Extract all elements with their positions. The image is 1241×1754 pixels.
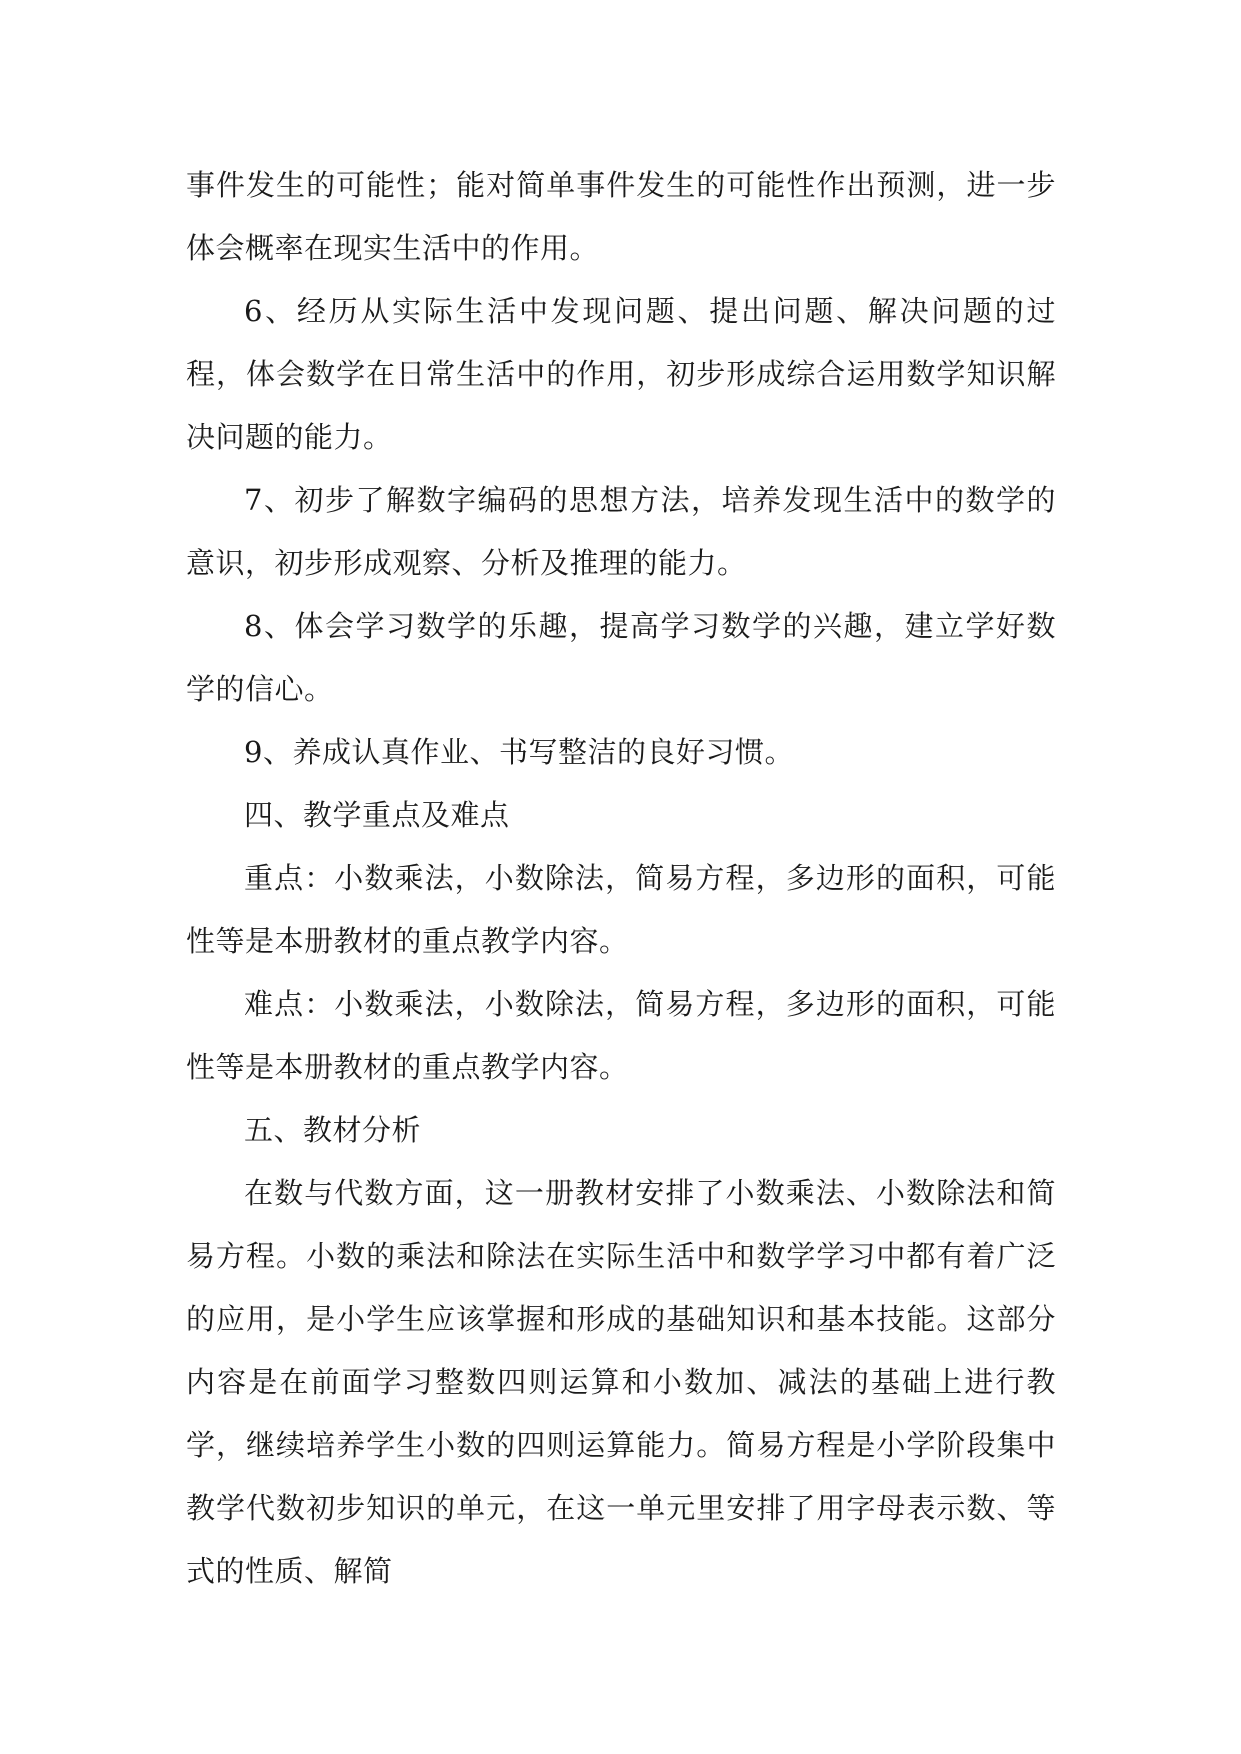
paragraph-key-points: 重点：小数乘法，小数除法，简易方程，多边形的面积，可能性等是本册教材的重点教学内容。 [186,861,1056,958]
paragraph-textbook-analysis: 在数与代数方面，这一册教材安排了小数乘法、小数除法和简易方程。小数的乘法和除法在实际生活中和数学学习中都有着广泛的应用，是小学生应该掌握和形成的基础知识和基本技能。这部分内容是在前面学习整数四则运算和小数加、减法的基础上进行教学，继续培养学生小数的四则运算能力。简易方程是小学阶段集中教学代数初步知识的单元，在这一单元里安排了用字母表示数、等式的性质、解简 [186,1176,1056,1588]
paragraph-difficulties: 难点：小数乘法，小数除法，简易方程，多边形的面积，可能性等是本册教材的重点教学内容。 [186,987,1056,1084]
paragraph-goal-8: 8、体会学习数学的乐趣，提高学习数学的兴趣，建立学好数学的信心。 [186,609,1056,706]
paragraph-goal-6: 6、经历从实际生活中发现问题、提出问题、解决问题的过程，体会数学在日常生活中的作用，初步形成综合运用数学知识解决问题的能力。 [186,294,1056,454]
paragraph-continuation: 事件发生的可能性；能对简单事件发生的可能性作出预测，进一步体会概率在现实生活中的作用。 [186,168,1056,265]
document-body [186,154,1056,1603]
paragraph-goal-7: 7、初步了解数字编码的思想方法，培养发现生活中的数学的意识，初步形成观察、分析及推理的能力。 [186,483,1056,580]
section-heading-4: 四、教学重点及难点 [244,798,510,832]
paragraph-goal-9: 9、养成认真作业、书写整洁的良好习惯。 [244,735,794,769]
section-heading-5: 五、教材分析 [244,1113,422,1147]
